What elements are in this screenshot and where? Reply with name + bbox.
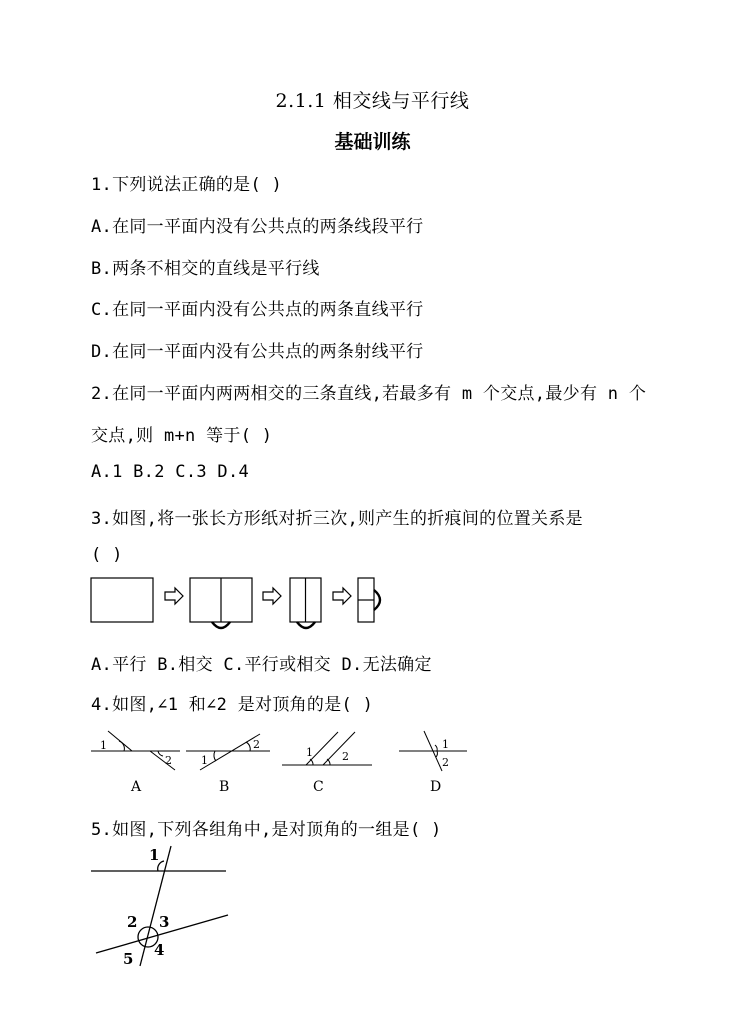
q3-stem-line2: ( )	[91, 545, 123, 565]
q2-stem-line1: 2.在同一平面内两两相交的三条直线,若最多有 m 个交点,最少有 n 个	[91, 384, 647, 404]
q4d-angle-2: 2	[442, 756, 449, 769]
q1-option-a: A.在同一平面内没有公共点的两条线段平行	[91, 217, 424, 237]
q5-angle-5: 5	[123, 950, 134, 968]
q4c-angle-2: 2	[342, 750, 349, 763]
q4b-angle-1: 1	[201, 754, 208, 767]
q4a-angle-2: 2	[165, 754, 172, 767]
q4-label-a: A	[131, 779, 142, 795]
q4-label-b: B	[219, 779, 230, 795]
q1-option-d: D.在同一平面内没有公共点的两条射线平行	[91, 342, 424, 362]
q2-options: A.1 B.2 C.3 D.4	[91, 462, 250, 482]
q4-label-d: D	[430, 779, 442, 795]
q2-stem-line2: 交点,则 m+n 等于( )	[91, 426, 273, 446]
q4b-angle-2: 2	[253, 738, 260, 751]
q5-angle-2: 2	[127, 913, 138, 931]
q5-angle-3: 3	[159, 913, 170, 931]
section-title: 基础训练	[334, 131, 411, 153]
q1-option-b: B.两条不相交的直线是平行线	[91, 259, 320, 279]
q4a-angle-1: 1	[100, 739, 107, 752]
q1-option-c: C.在同一平面内没有公共点的两条直线平行	[91, 300, 424, 320]
q3-stem-line1: 3.如图,将一张长方形纸对折三次,则产生的折痕间的位置关系是	[91, 509, 583, 529]
q4c-angle-1: 1	[306, 746, 313, 759]
q1-stem: 1.下列说法正确的是( )	[91, 175, 283, 195]
q5-angle-4: 4	[154, 941, 165, 959]
q5-angle-1: 1	[149, 846, 160, 864]
q3-options: A.平行 B.相交 C.平行或相交 D.无法确定	[91, 655, 432, 675]
page-title: 2.1.1 相交线与平行线	[275, 90, 470, 112]
q4-stem: 4.如图,∠1 和∠2 是对顶角的是( )	[91, 695, 374, 715]
q5-stem: 5.如图,下列各组角中,是对顶角的一组是( )	[91, 820, 442, 840]
q4d-angle-1: 1	[442, 738, 449, 751]
q4-label-c: C	[313, 779, 324, 795]
